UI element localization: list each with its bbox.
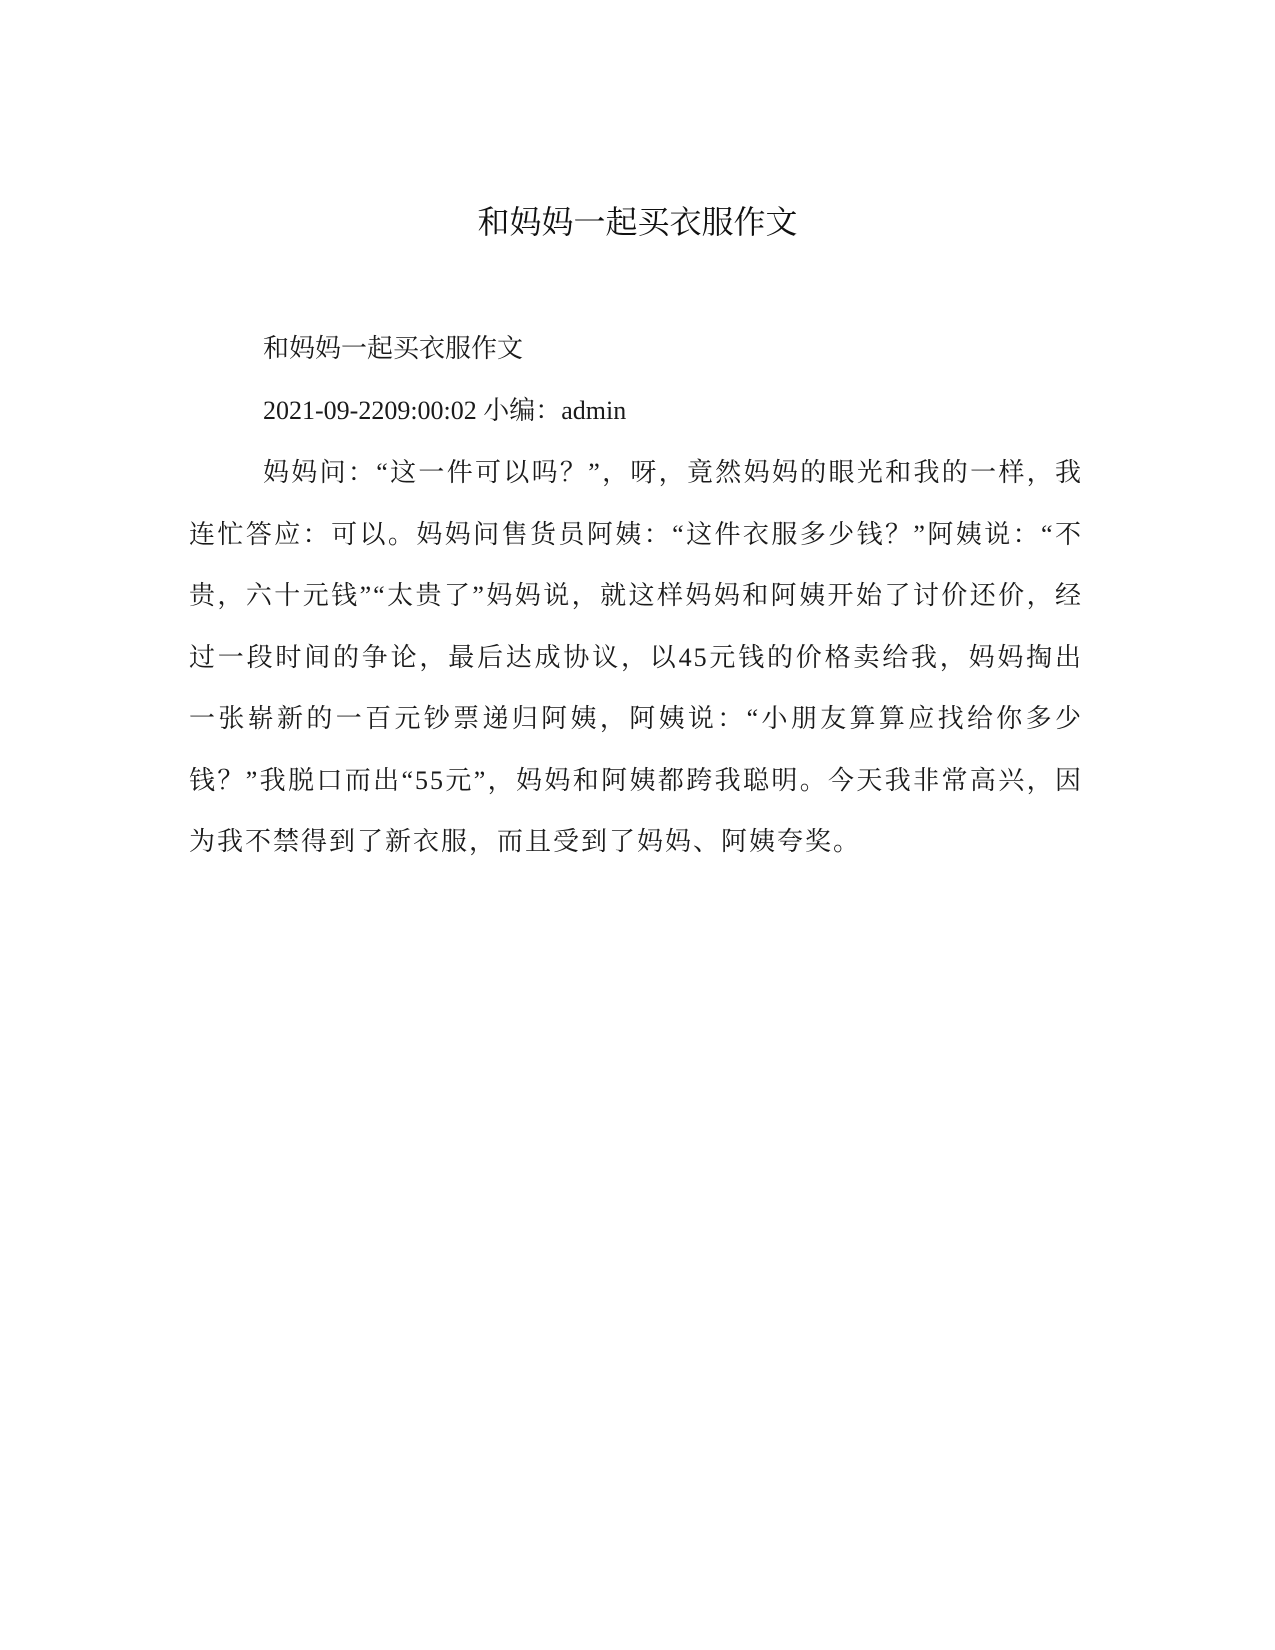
document-content	[189, 318, 1083, 873]
article-meta: 2021-09-2209:00:02 小编：admin	[263, 396, 627, 425]
article-heading: 和妈妈一起买衣服作文	[263, 334, 524, 363]
document-title: 和妈妈一起买衣服作文	[477, 203, 798, 241]
article-body: 妈妈问：“这一件可以吗？”，呀，竟然妈妈的眼光和我的一样，我连忙答应：可以。妈妈问售货员阿姨：“这件衣服多少钱？”阿姨说：“不贵，六十元钱”“太贵了”妈妈说，就这样妈妈和阿姨开始了讨价还价，经过一段时间的争论，最后达成协议，以45元钱的价格卖给我，妈妈掏出一张崭新的一百元钞票递归阿姨，阿姨说：“小朋友算算应找给你多少钱？”我脱口而出“55元”，妈妈和阿姨都跨我聪明。今天我非常高兴，因为我不禁得到了新衣服，而且受到了妈妈、阿姨夸奖。	[189, 458, 1083, 856]
